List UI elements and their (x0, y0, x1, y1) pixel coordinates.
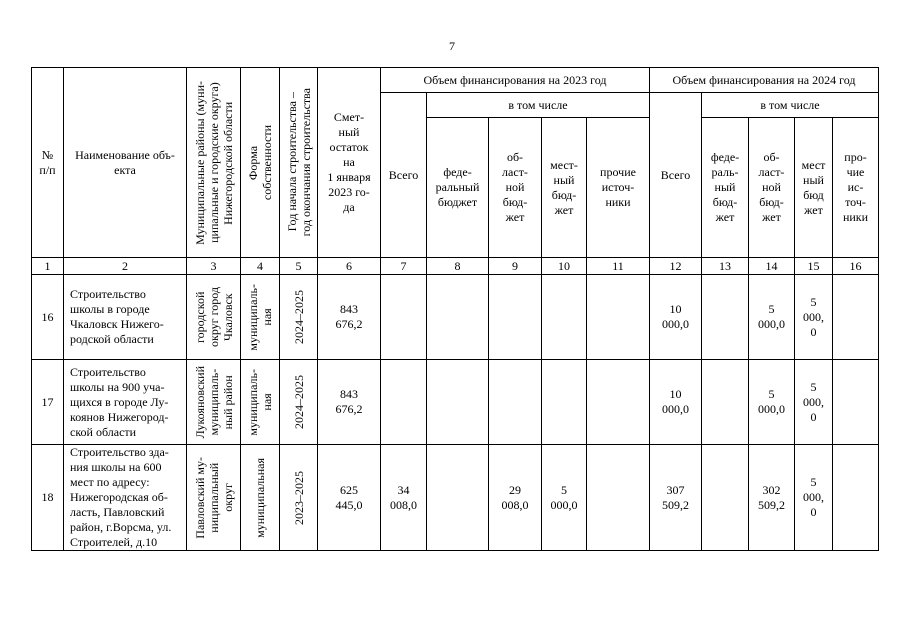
years-text: 2024–2025 (291, 375, 306, 429)
header-total-2024: Всего (650, 93, 702, 258)
value-cell: 5 000, 0 (795, 360, 833, 445)
value-cell (427, 275, 489, 360)
col-number: 16 (833, 258, 879, 275)
value-cell: 5 000, 0 (795, 445, 833, 551)
header-num: № п/п (32, 68, 64, 258)
ownership-text: муниципальная (253, 457, 267, 538)
value-cell: 5 000,0 (749, 275, 795, 360)
remainder-value: 843 676,2 (318, 275, 381, 360)
header-oth-2023: прочие источ- ники (587, 118, 650, 258)
value-cell: 34 008,0 (381, 445, 427, 551)
value-cell (587, 360, 650, 445)
value-cell (427, 360, 489, 445)
ownership-cell (241, 445, 280, 551)
row-num: 16 (32, 275, 64, 360)
years-text: 2024–2025 (291, 290, 306, 344)
col-number: 14 (749, 258, 795, 275)
value-cell (489, 275, 542, 360)
object-name: Строительство зда- ния школы на 600 мест по адресу: Нижегородская об- ласть, Павловский район, г.Ворсма, ул. Строителей, д.10 (64, 445, 187, 551)
district-cell (187, 275, 241, 360)
years-cell (280, 360, 318, 445)
header-reg-2024: об- ласт- ной бюд- жет (749, 118, 795, 258)
years-text: 2023–2025 (291, 470, 306, 525)
table-row (32, 360, 879, 445)
value-cell: 5 000, 0 (795, 275, 833, 360)
column-number-row (32, 258, 879, 275)
header-including-2023: в том числе (427, 93, 650, 118)
ownership-text: муниципаль- ная (246, 368, 274, 436)
col-number: 7 (381, 258, 427, 275)
value-cell (489, 360, 542, 445)
header-oth-2024: про- чие ис- точ- ники (833, 118, 879, 258)
value-cell: 10 000,0 (650, 360, 702, 445)
table-row (32, 445, 879, 551)
header-fin-2023: Объем финансирования на 2023 год (381, 68, 650, 93)
value-cell (381, 360, 427, 445)
value-cell (833, 445, 879, 551)
row-num: 18 (32, 445, 64, 551)
district-cell (187, 445, 241, 551)
col-number: 4 (241, 258, 280, 275)
header-fed-2024: феде- раль- ный бюд- жет (702, 118, 749, 258)
col-number: 12 (650, 258, 702, 275)
col-number: 13 (702, 258, 749, 275)
col-number: 10 (542, 258, 587, 275)
header-loc-2024: мест ный бюд жет (795, 118, 833, 258)
header-including-2024: в том числе (702, 93, 879, 118)
value-cell (427, 445, 489, 551)
remainder-value: 843 676,2 (318, 360, 381, 445)
years-cell (280, 445, 318, 551)
header-fin-2024: Объем финансирования на 2024 год (650, 68, 879, 93)
header-districts (187, 68, 241, 258)
value-cell (542, 360, 587, 445)
header-fed-2023: феде- ральный бюджет (427, 118, 489, 258)
value-cell (381, 275, 427, 360)
financing-table (31, 67, 879, 551)
ownership-cell (241, 360, 280, 445)
value-cell (542, 275, 587, 360)
table-row (32, 275, 879, 360)
col-number: 3 (187, 258, 241, 275)
value-cell (702, 275, 749, 360)
header-years-text: Год начала строительства – год окончания строительства (284, 88, 313, 237)
ownership-cell (241, 275, 280, 360)
ownership-text: муниципаль- ная (246, 283, 274, 351)
object-name: Строительство школы в городе Чкаловск Нижего- родской области (64, 275, 187, 360)
value-cell (702, 360, 749, 445)
value-cell (587, 445, 650, 551)
col-number: 5 (280, 258, 318, 275)
row-num: 17 (32, 360, 64, 445)
years-cell (280, 275, 318, 360)
district-text: Лукояновский муниципаль- ный район (192, 365, 235, 439)
col-number: 11 (587, 258, 650, 275)
value-cell: 5 000,0 (542, 445, 587, 551)
col-number: 15 (795, 258, 833, 275)
col-number: 6 (318, 258, 381, 275)
col-number: 8 (427, 258, 489, 275)
value-cell: 5 000,0 (749, 360, 795, 445)
value-cell (702, 445, 749, 551)
value-cell: 302 509,2 (749, 445, 795, 551)
header-reg-2023: об- ласт- ной бюд- жет (489, 118, 542, 258)
district-cell (187, 360, 241, 445)
header-districts-text: Муниципальные районы (муни- ципальные и городские округа) Нижегородской области (192, 80, 235, 245)
header-name: Наименование объ- екта (64, 68, 187, 258)
header-loc-2023: мест- ный бюд- жет (542, 118, 587, 258)
header-ownership (241, 68, 280, 258)
value-cell: 29 008,0 (489, 445, 542, 551)
remainder-value: 625 445,0 (318, 445, 381, 551)
col-number: 2 (64, 258, 187, 275)
value-cell (833, 360, 879, 445)
district-text: городской округ город Чкаловск (192, 287, 235, 347)
header-remainder: Смет- ный остаток на 1 января 2023 го- да (318, 68, 381, 258)
header-ownership-text: Форма собственности (246, 124, 274, 201)
col-number: 9 (489, 258, 542, 275)
object-name: Строительство школы на 900 уча- щихся в городе Лу- коянов Нижегород- ской области (64, 360, 187, 445)
header-total-2023: Всего (381, 93, 427, 258)
header-years (280, 68, 318, 258)
district-text: Павловский му- ниципальный округ (192, 456, 235, 539)
col-number: 1 (32, 258, 64, 275)
value-cell (833, 275, 879, 360)
page-number: 7 (449, 39, 455, 53)
value-cell (587, 275, 650, 360)
value-cell: 307 509,2 (650, 445, 702, 551)
value-cell: 10 000,0 (650, 275, 702, 360)
